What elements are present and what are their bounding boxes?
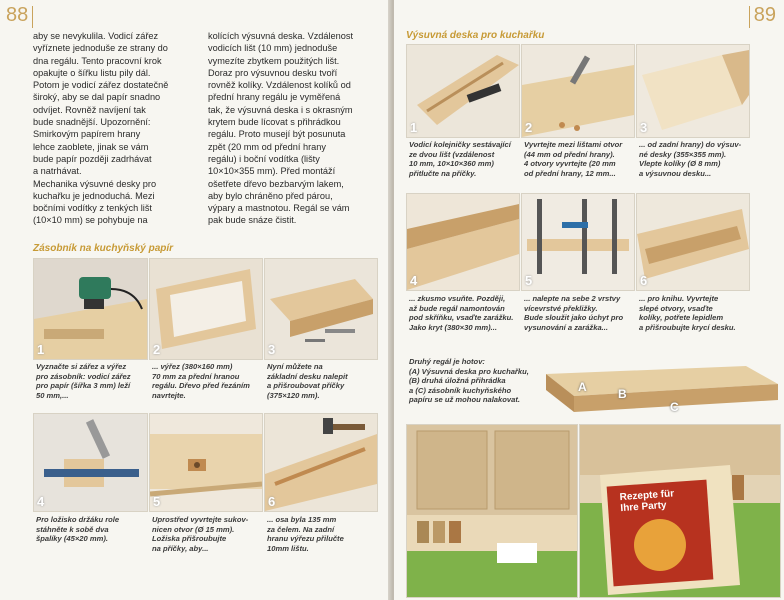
step-number: 3 [268,342,276,357]
caption-line: navrtejte. [152,390,186,400]
summary-line: (A) Výsuvná deska pro kuchařku, [409,366,529,376]
caption-line: kolíky, potřete lepidlem [639,313,724,323]
caption-line: ... zkusmo vsuňte. Později, [409,294,506,303]
caption-line: pro zásobník: vodicí zářez [36,371,131,381]
step-number: 2 [525,120,533,135]
step-number: 4 [410,273,418,288]
caption-line: Nyní můžete na [267,362,323,371]
caption-line: hranu výřezu přilučte [267,534,344,544]
caption-line: Vodicí kolejničky sestávající [409,140,511,149]
body-text-line: dna regálu. Tento pracovní krok [33,55,162,66]
caption-line: Vyvrtejte mezi lištami otvor [524,140,623,149]
caption-line: (375×120 mm). [267,390,320,400]
body-text-line: vymezíte zbytkem použitých lišt. [208,55,340,66]
caption-line: ze dvou lišt (vzdálenost [409,149,495,159]
body-text-line: 10×10×355 mm). Před montáží [208,166,336,177]
body-text-line: (10×10 mm) se pohybuje na [33,215,148,226]
caption-step-5 [152,515,262,553]
caption-line: nicen otvor (Ø 15 mm). [152,524,235,534]
caption-line: ... nalepte na sebe 2 vrstvy [524,294,621,303]
cookbook-photo [579,424,781,598]
caption-line: slepé otvory, vsaďte [639,303,713,313]
body-text-line: kuchařku je jednoduchá. Mezi [33,190,155,201]
body-text-line: regálu) i boční vodítka (lišty [208,153,320,164]
caption-line: pro papír (šířka 3 mm) leží [36,381,131,391]
kitchen-cabinet-image [407,425,577,597]
photo-step-3 [264,258,378,360]
caption-line: pod skříňku, vsaďte zarážku. [409,313,514,323]
body-text-line: tak, že výsuvná deska i s okrasným [208,104,353,115]
right-page-number: 89 [753,4,776,26]
body-text-line: kolících výsuvná deska. Vzdálenost [208,31,354,41]
step-number: 4 [37,494,45,509]
caption-line: 10 mm, 10×10×360 mm) [409,159,494,169]
body-text-line: výpary a mastnotou. Regál se vám [208,203,350,214]
caption-line: 50 mm,... [36,390,69,400]
cover-board-image [637,194,749,290]
cookbook-stand-image [580,425,780,597]
body-text-line: vyříznete jednoduše ze strany do [33,43,168,54]
caption-line: a výsuvnou desku... [639,168,712,178]
photo-step-5 [149,413,263,512]
caption-line: vysunování a zarážka... [524,322,608,332]
body-text-line: vodicích lišt (10 mm) jednoduše [208,43,338,54]
body-text-line: Potom je vodicí zářez dostatečně [33,80,169,91]
photo-r-step-6 [636,193,750,291]
caption-line: a přišroubujte krycí desku. [639,322,736,332]
caption-line: ... výřez (380×160 mm) [152,362,233,371]
caption-line: ... osa byla 135 mm [267,515,337,524]
caption-line: od přední hrany, 12 mm... [524,168,616,178]
caption-line: Jako kryt (380×30 mm)... [409,322,498,332]
right-page [394,0,784,600]
caption-line: Vlepte kolíky (Ø 8 mm) [639,159,721,169]
caption-line: 10mm lištu. [267,543,309,553]
caption-step-6 [267,515,377,553]
finished-shelf-photo [546,356,778,418]
caption-line: až bude regál namontován [409,303,505,313]
caption-line: Pro ložisko držáku role [36,515,120,524]
body-text-line: aby se nevykulila. Vodicí zářez [33,31,159,41]
caption-r-step-1 [409,140,521,178]
photo-step-6 [264,413,378,512]
caption-line: né desky (355×355 mm). [639,149,727,159]
drilling-holes-image [522,45,634,137]
step-number: 1 [410,120,418,135]
body-text-line: lehce zaoblete, jinak se vám [33,141,149,152]
body-text-line: aby bylo chráněno před párou, [208,190,333,201]
photo-r-step-1 [406,44,520,138]
caption-r-step-2 [524,140,636,178]
clamped-blocks-image [34,414,147,511]
glued-crossbars-image [265,259,377,359]
step-number: 2 [153,342,161,357]
step-number: 5 [153,494,161,509]
summary-caption [409,357,549,405]
caption-line: Uprostřed vyvrtejte sukov- [152,515,249,524]
section-title-paper-holder: Zásobník na kuchyňský papír [33,243,174,254]
summary-line: Druhý regál je hotov: [409,357,485,366]
body-text-line: krytem bude lícovat s přihrádkou [208,117,341,128]
body-text-line: bočními vodítky z tenkých lišt [33,203,152,214]
body-text-line: Mechanika výsuvné desky pro [33,178,157,189]
summary-line: papíru se už mohou nalakovat. [409,395,520,405]
photo-r-step-2 [521,44,635,138]
caption-line: Ložiska přišroubujte [152,534,227,544]
step-number: 5 [525,273,533,288]
book-title-line-2: Ihre Party [620,499,667,515]
cutout-frame-image [150,259,262,359]
shelf-label-a: A [578,380,587,394]
clamps-gluing-image [522,194,634,290]
step-number: 6 [268,494,276,509]
bearing-block-image [150,414,262,511]
caption-step-3 [267,362,377,400]
body-text-line: odvíjet. Rovněž navíjení tak [33,104,146,115]
caption-line: základní desku nalepit [267,371,348,381]
caption-line: regálu. Dřevo před řezáním [152,381,250,391]
step-number: 6 [640,273,648,288]
body-text-line: rovněž kolíky. Vzdálenost kolíků od [208,80,351,91]
page-number-rule [32,6,33,28]
caption-line: (44 mm od přední hrany). [524,149,615,159]
photo-r-step-3 [636,44,750,138]
caption-step-2 [152,362,262,400]
photo-step-2 [149,258,263,360]
caption-line: 70 mm za přední hranou [152,371,240,381]
summary-line: a (C) zásobník kuchyňského [409,385,512,395]
caption-line: 4 otvory vyvrtejte (20 mm [524,159,616,169]
photo-r-step-4 [406,193,520,291]
rails-hammer-image [407,45,519,137]
caption-r-step-5 [524,294,636,332]
body-text-line: bude snadnější. Upozornění: [33,117,151,128]
photo-r-step-5 [521,193,635,291]
caption-line: za čelem. Na zadní [267,524,335,534]
body-text-line: Doraz pro výsuvnou desku tvoří [208,67,338,78]
body-text-line: ošetřete dřevo bezbarvým lakem, [208,178,344,189]
photo-step-1 [33,258,148,360]
caption-step-4 [36,515,146,544]
body-text-line: Smirkovým papírem hrany [33,129,141,140]
caption-line: stáhněte k sobě dva [36,524,109,534]
left-page-number: 88 [6,4,29,26]
caption-line: špalíky (45×20 mm). [36,534,108,544]
caption-r-step-4 [409,294,521,332]
body-text-line: široký, aby se dal papír snadno [33,92,161,103]
caption-step-1 [36,362,146,400]
page-number-rule [749,6,750,28]
caption-r-step-6 [639,294,751,332]
book-title-line-1: Rezepte für [619,488,675,504]
photo-step-4 [33,413,148,512]
caption-line: Bude sloužit jako úchyt pro [524,313,624,323]
jigsaw-cutting-image [34,259,147,359]
body-text-line: regálu. Proto musejí být posunuta [208,129,346,140]
left-text-column-2 [208,30,378,227]
caption-line: Vyznačte si zářez a výřez [36,362,127,371]
caption-line: na příčky, aby... [152,543,209,553]
caption-line: přitlučte na příčky. [409,168,477,178]
shelf-label-b: B [618,387,627,401]
shelf-label-c: C [670,400,679,414]
hammer-strip-image [265,414,377,511]
sliding-board-image [637,45,749,137]
body-text-line: zpět (20 mm od přední hrany [208,141,326,152]
body-text-line: pak bude snáze čistit. [208,215,297,226]
kitchen-installed-photo [406,424,578,598]
left-text-column-1 [33,30,193,227]
step-number: 3 [640,120,648,135]
caption-line: ... pro knihu. Vyvrtejte [639,294,719,303]
body-text-line: opakujte o šířku listu pily dál. [33,67,151,78]
step-number: 1 [37,342,45,357]
caption-line: ... od zadní hrany) do výsuv- [639,140,742,149]
body-text-line: a natrhávat. [33,166,82,177]
body-text-line: bude papír později zadrhávat [33,153,152,164]
caption-r-step-3 [639,140,751,178]
body-text-line: přední hrany regálu je vyměřená [208,92,341,103]
section-title-cookbook-board: Výsuvná deska pro kuchařku [406,30,545,41]
caption-line: a přišroubovat příčky [267,381,345,391]
caption-line: vícevrstvé překližky. [524,303,598,313]
summary-line: (B) druhá úložná přihrádka [409,376,506,386]
test-fit-image [407,194,519,290]
